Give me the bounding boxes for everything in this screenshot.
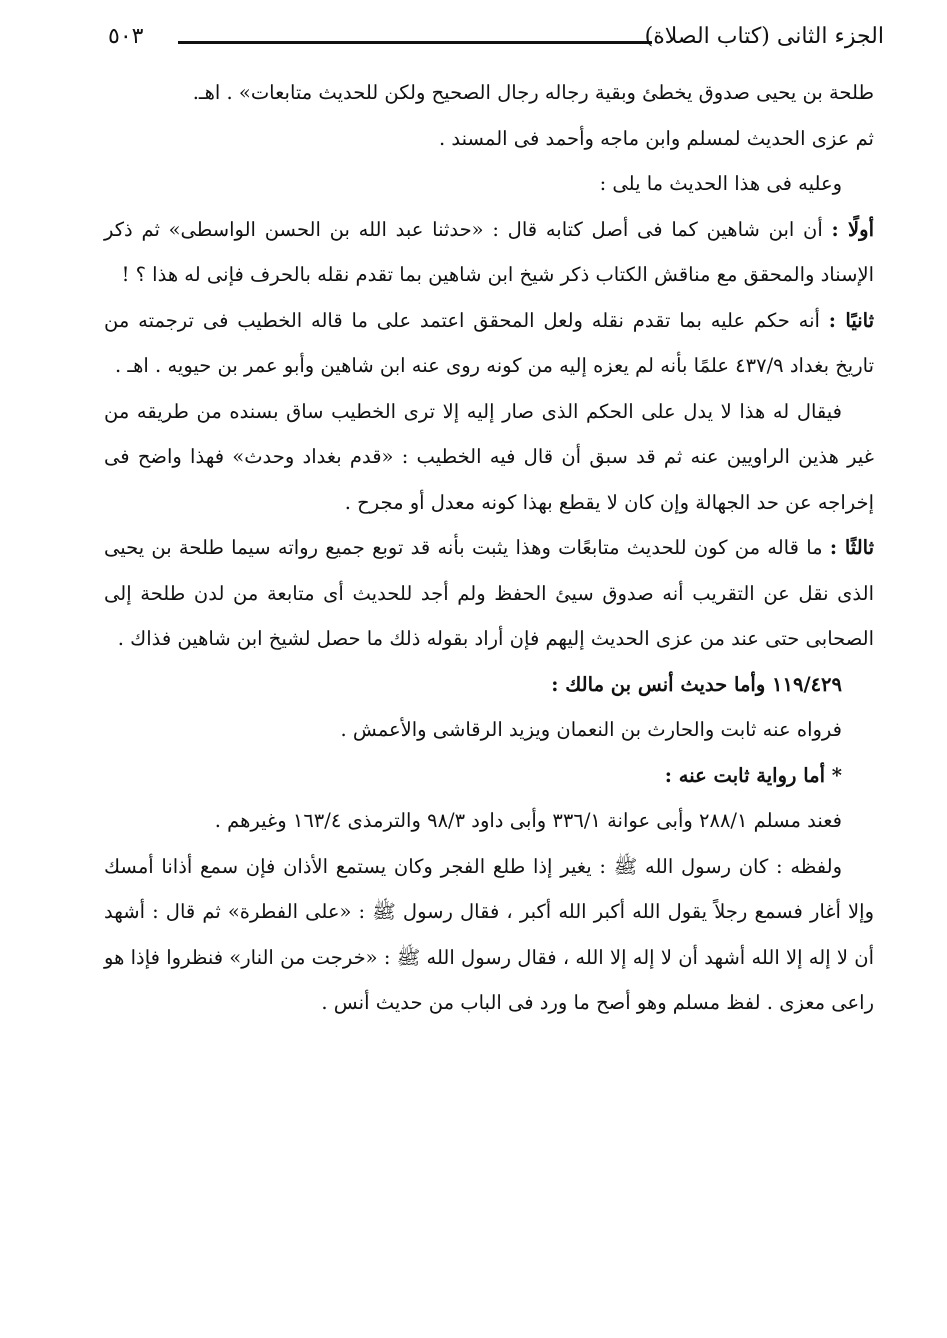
paragraph-sources: فعند مسلم ٢٨٨/١ وأبى عوانة ٣٣٦/١ وأبى داود ٩٨/٣ والترمذى ١٦٣/٤ وغيرهم . [214,809,842,832]
point-text-second: أنه حكم عليه بما تقدم نقله ولعل المحقق اعتمد على ما قاله الخطيب فى ترجمته من تاريخ بغداد ٤٣٧/٩ علمًا بأنه لم يعزه إليه من كونه روى عنه ابن شاهين وأبو عمر بن حيويه . اهـ . [104,308,874,377]
section-heading-anas: ١١٩/٤٢٩ وأما حديث أنس بن مالك : [551,672,842,696]
paragraph-third-point [104,525,874,662]
paragraph-hadith-text: ولفظه : كان رسول الله ﷺ : يغير إذا طلع الفجر وكان يستمع الأذان فإن سمع أذانا أمسك وإلا أغار فسمع رجلاً يقول الله أكبر الله أكبر ، فقال رسول ﷺ : «على الفطرة» ثم قال : أشهد أن لا إله إلا الله أشهد أن لا إله إلا الله ، فقال رسول الله ﷺ : «خرجت من النار» فنظروا فإذا هو راعى معزى . لفظ مسلم وهو أصح ما ورد فى الباب من حديث أنس . [104,854,874,1014]
header-rule [178,41,652,44]
page-header [108,24,884,64]
running-title: الجزء الثانى (كتاب الصلاة) [644,24,884,49]
point-label-third: ثالثًا : [829,536,874,559]
page-number: ٥٠٣ [108,24,144,49]
point-text-third: ما قاله من كون للحديث متابعًات وهذا يثبت بأنه قد توبع جميع رواته سيما طلحة بن يحيى الذى نقل عن التقريب أنه صدوق سيئ الحفظ ولم أجد للحديث أى متابعة من لدن طلحة إلى الصحابى حتى عند من عزى الحديث إليهم فإن أراد بقوله ذلك ما حصل لشيخ ابن شاهين فذاك . [104,536,874,650]
paragraph-intro: وعليه فى هذا الحديث ما يلى : [599,172,842,195]
page-body [104,70,874,1026]
point-label-first: أولًا : [831,217,874,241]
paragraph-first-point [104,207,874,298]
paragraph-attribution: ثم عزى الحديث لمسلم وابن ماجه وأحمد فى المسند . [439,126,874,150]
point-label-second: ثانيًا : [828,308,874,332]
paragraph-rebuttal: فيقال له هذا لا يدل على الحكم الذى صار إليه إلا ترى الخطيب ساق بسنده من طريقه من غير هذين الراويين عنه ثم قد سبق أن قال فيه الخطيب : «قدم بغداد وحدث» فهذا واضح فى إخراجه عن حد الجهالة وإن كان لا يقطع بهذا كونه معدل أو مجرح . [104,399,874,514]
subheading-thabit: * أما رواية ثابت عنه : [664,763,842,787]
point-text-first: أن ابن شاهين كما فى أصل كتابه قال : «حدثنا عبد الله بن الحسن الواسطى» ثم ذكر الإسناد والمحقق مع مناقش الكتاب ذكر شيخ ابن شاهين بما تقدم نقله بالحرف فإنى له هذا ؟ ! [104,217,874,286]
paragraph-second-point [104,298,874,389]
paragraph-continuation: طلحة بن يحيى صدوق يخطئ وبقية رجاله رجال الصحيح ولكن للحديث متابعات» . اهـ. [192,81,874,104]
paragraph-narrators: فرواه عنه ثابت والحارث بن النعمان ويزيد الرقاشى والأعمش . [340,718,842,741]
